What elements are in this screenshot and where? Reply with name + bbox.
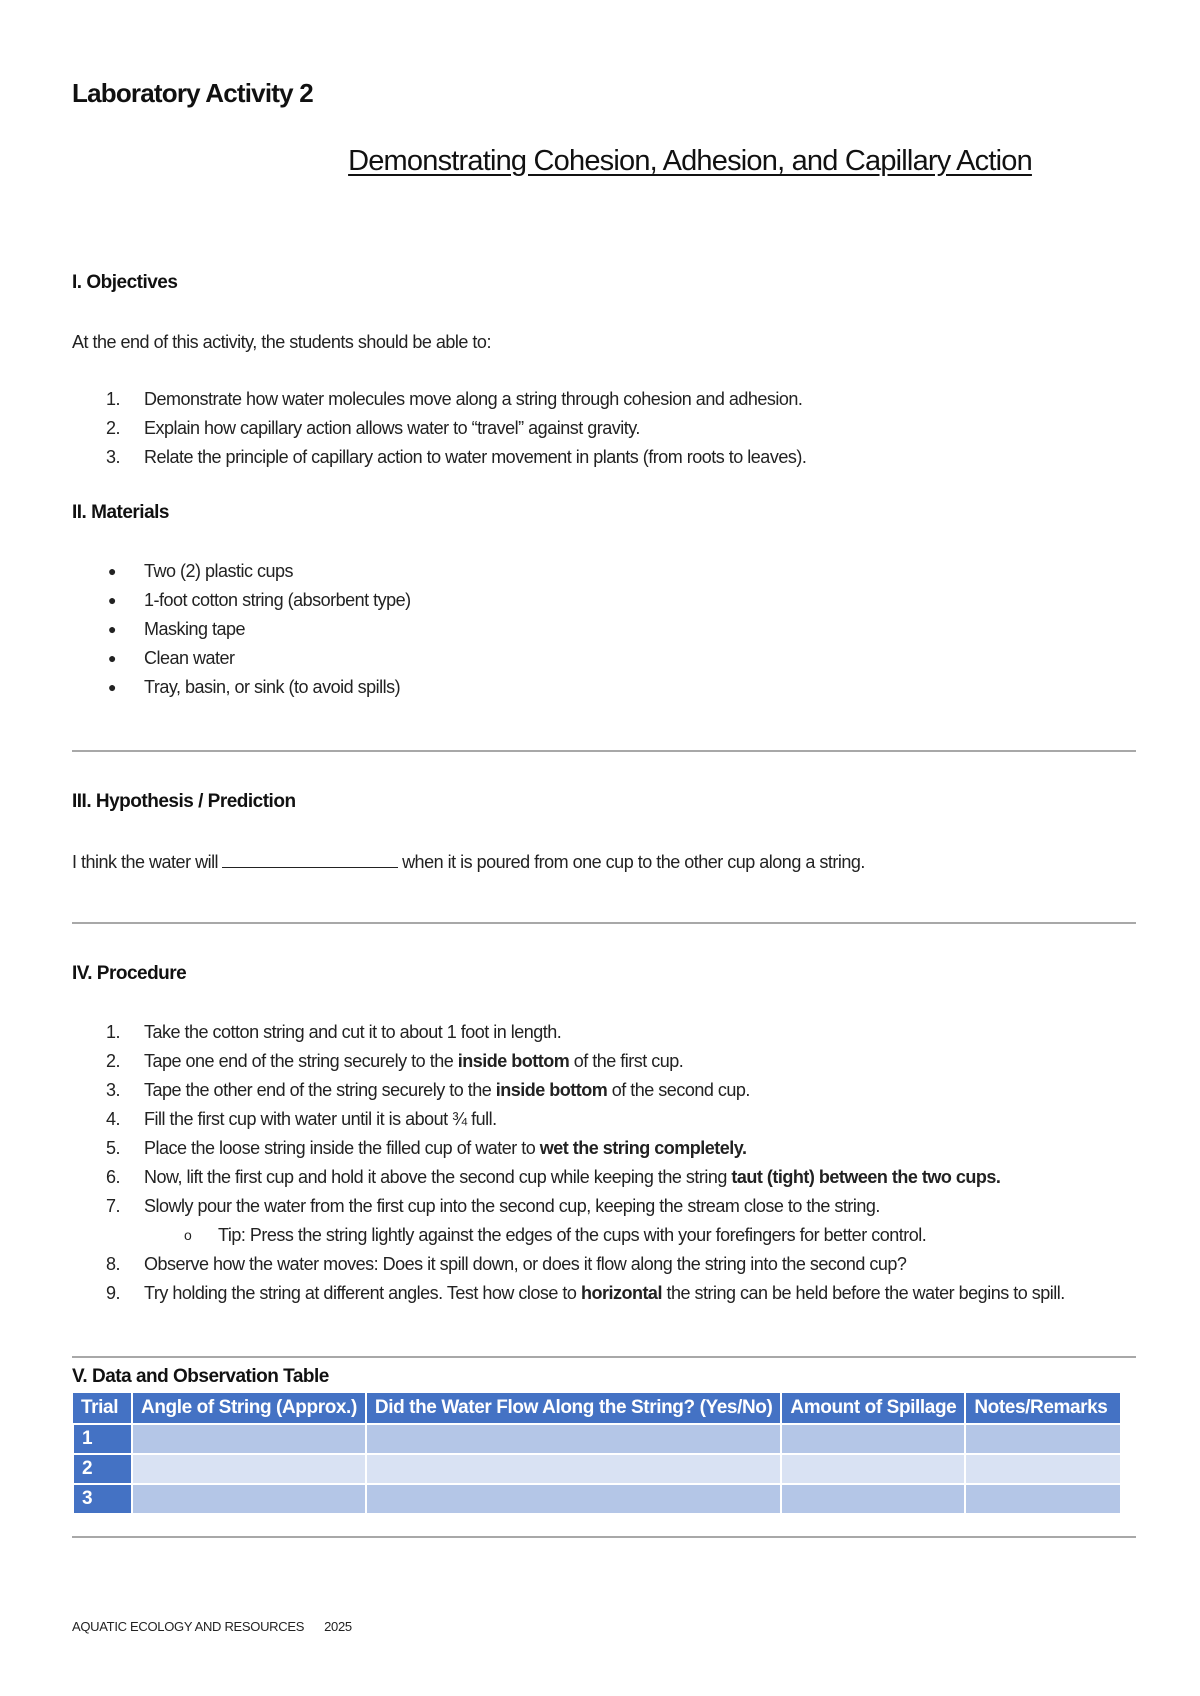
bullet-icon: ● xyxy=(108,563,116,579)
notes-cell[interactable] xyxy=(965,1454,1121,1484)
list-item: 5. Place the loose string inside the filled cup of water to wet the string completely. xyxy=(106,1138,747,1158)
list-item-tip: o Tip: Press the string lightly against the edges of the cups with your forefingers for better control. xyxy=(72,1221,1065,1250)
list-item: 9. Try holding the string at different angles. Test how close to horizontal the string can be held before the water begins to spill. xyxy=(106,1283,1065,1303)
trial-number: 1 xyxy=(73,1424,132,1454)
table-header-row xyxy=(73,1393,1121,1424)
list-item: 3. Tape the other end of the string securely to the inside bottom of the second cup. xyxy=(106,1080,750,1100)
notes-cell[interactable] xyxy=(965,1424,1121,1454)
main-title-text: Demonstrating Cohesion, Adhesion, and Capillary Action xyxy=(348,145,1032,177)
objectives-list xyxy=(72,385,806,472)
list-item: ● Clean water xyxy=(72,644,411,673)
objectives-heading: I. Objectives xyxy=(72,272,178,293)
hypothesis-heading: III. Hypothesis / Prediction xyxy=(72,791,296,812)
list-item: 2. Explain how capillary action allows water to “travel” against gravity. xyxy=(106,418,640,438)
hypothesis-sentence: I think the water will when it is poured from one cup to the other cup along a string. xyxy=(72,849,865,873)
bullet-icon: ● xyxy=(108,592,116,608)
section-divider xyxy=(72,1536,1136,1538)
list-item: 2. Tape one end of the string securely to the inside bottom of the first cup. xyxy=(106,1051,684,1071)
procedure-list xyxy=(72,1018,1065,1308)
page-footer xyxy=(72,1619,372,1634)
notes-cell[interactable] xyxy=(965,1484,1121,1514)
data-table-heading: V. Data and Observation Table xyxy=(72,1366,329,1387)
materials-list xyxy=(72,557,411,702)
list-item: 4. Fill the first cup with water until it is about ¾ full. xyxy=(106,1109,497,1129)
col-flow: Did the Water Flow Along the String? (Yes/No) xyxy=(366,1393,782,1424)
table-row xyxy=(73,1484,1121,1514)
list-item: ● Tray, basin, or sink (to avoid spills) xyxy=(72,673,411,702)
list-item: ● Two (2) plastic cups xyxy=(72,557,411,586)
objectives-intro: At the end of this activity, the students should be able to: xyxy=(72,332,491,352)
bullet-icon: ● xyxy=(108,621,116,637)
spillage-cell[interactable] xyxy=(781,1424,965,1454)
bullet-icon: ● xyxy=(108,650,116,666)
spillage-cell[interactable] xyxy=(781,1454,965,1484)
materials-heading: II. Materials xyxy=(72,502,169,523)
list-item: ● 1-foot cotton string (absorbent type) xyxy=(72,586,411,615)
flow-cell[interactable] xyxy=(366,1424,782,1454)
lab-activity-title: Laboratory Activity 2 xyxy=(72,78,313,108)
flow-cell[interactable] xyxy=(366,1454,782,1484)
angle-cell[interactable] xyxy=(132,1454,366,1484)
section-divider xyxy=(72,1356,1136,1358)
list-item: 1. Demonstrate how water molecules move along a string through cohesion and adhesion. xyxy=(106,389,803,409)
table-row xyxy=(73,1424,1121,1454)
col-spillage: Amount of Spillage xyxy=(781,1393,965,1424)
bullet-icon: ● xyxy=(108,679,116,695)
flow-cell[interactable] xyxy=(366,1484,782,1514)
section-divider xyxy=(72,750,1136,752)
main-title xyxy=(0,145,1200,178)
angle-cell[interactable] xyxy=(132,1484,366,1514)
footer-course: AQUATIC ECOLOGY AND RESOURCES xyxy=(72,1619,305,1634)
list-item: 3. Relate the principle of capillary action to water movement in plants (from roots to leaves). xyxy=(106,447,807,467)
table-row xyxy=(73,1454,1121,1484)
list-item: ● Masking tape xyxy=(72,615,411,644)
procedure-heading: IV. Procedure xyxy=(72,963,187,984)
angle-cell[interactable] xyxy=(132,1424,366,1454)
col-trial: Trial xyxy=(73,1393,132,1424)
circle-bullet-icon: o xyxy=(184,1227,192,1243)
spillage-cell[interactable] xyxy=(781,1484,965,1514)
list-item: 6. Now, lift the first cup and hold it above the second cup while keeping the string taut (tight) between the two cups. xyxy=(106,1167,1001,1187)
trial-number: 3 xyxy=(73,1484,132,1514)
section-divider xyxy=(72,922,1136,924)
col-angle: Angle of String (Approx.) xyxy=(132,1393,366,1424)
list-item: 7. Slowly pour the water from the first cup into the second cup, keeping the stream close to the string. xyxy=(106,1196,880,1216)
col-notes: Notes/Remarks xyxy=(965,1393,1121,1424)
list-item: 1. Take the cotton string and cut it to about 1 foot in length. xyxy=(106,1022,562,1042)
footer-year: 2025 xyxy=(324,1619,352,1634)
prediction-blank-line[interactable] xyxy=(222,849,398,868)
observation-table xyxy=(72,1393,1122,1515)
trial-number: 2 xyxy=(73,1454,132,1484)
list-item: 8. Observe how the water moves: Does it spill down, or does it flow along the string into the second cup? xyxy=(106,1254,907,1274)
